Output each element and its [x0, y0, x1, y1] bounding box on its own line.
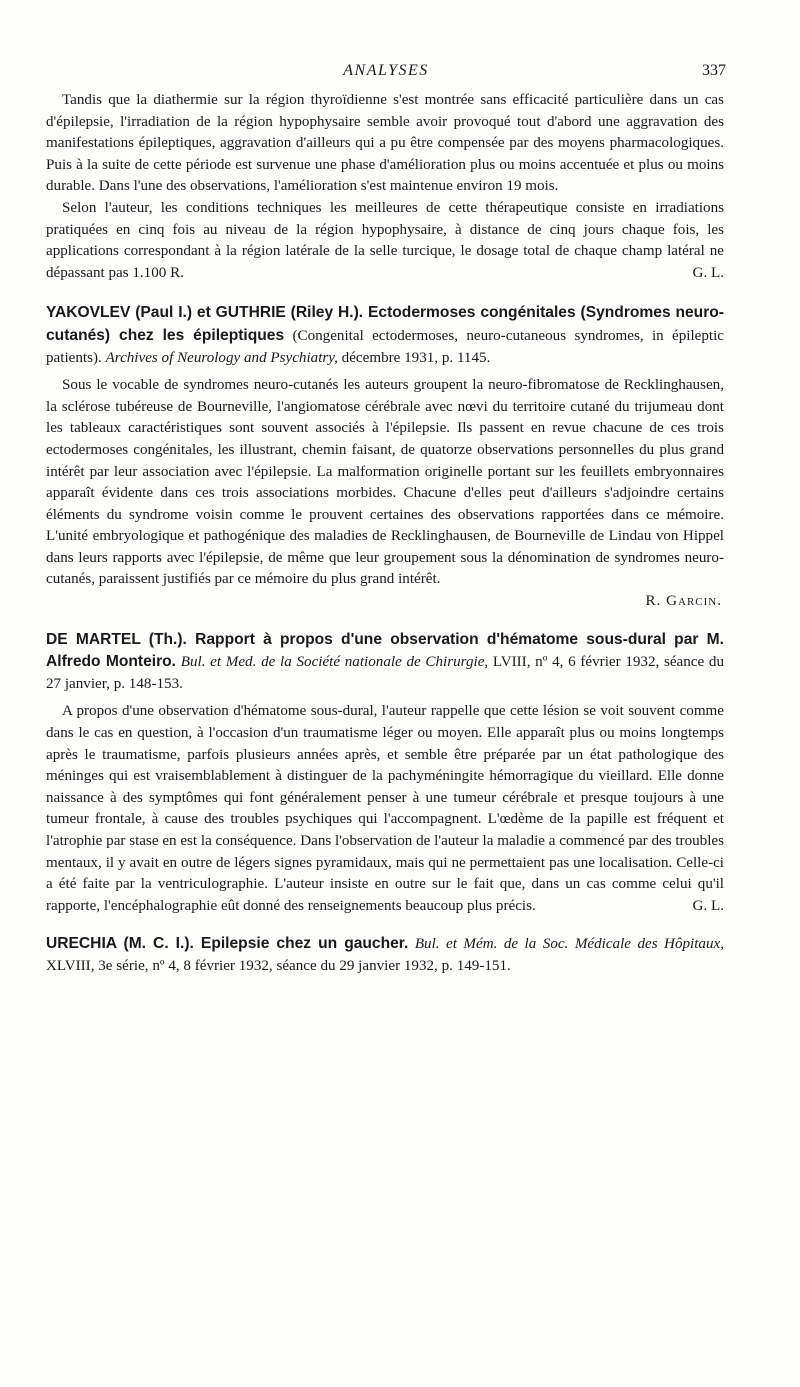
entry-citation: XLVIII, 3e série, nº 4, 8 février 1932, séance du 29 janvier 1932, p. 149-151.	[46, 957, 511, 974]
running-head	[46, 62, 726, 84]
entry-heading	[46, 302, 724, 369]
entry-body	[46, 701, 724, 917]
entry-citation: décembre 1931, p. 1145.	[337, 349, 491, 366]
entry-signature: R. Garcin.	[645, 593, 722, 610]
entry-citation: LVIII, nº 4, 6 février 1932, séance du 27 janvier, p. 148-153.	[46, 654, 725, 692]
intro-paragraph-2-text: Selon l'auteur, les conditions techniques les meilleures de cette thérapeutique consiste en irradiations pratiquées en cinq fois au niveau de la région hypophysaire, à distance de cinq jours chaque fois, les applications correspondant à la région latérale de la selle turcique, le dosage total de chaque champ latéral ne dépassant pas 1.100 R.	[46, 199, 724, 281]
entry-body: Sous le vocable de syndromes neuro-cutanés les auteurs groupent la neuro-fibromatose de Recklinghausen, la sclérose tubéreuse de Bourneville, l'angiomatose cérébrale avec nœvi du territoire cutané du trijumeau dont les tableaux caractéristiques sont souvent associés à l'épilepsie. Ils passent en revue chacune de ces trois ectodermoses congénitales, les illustrant, chemin faisant, de quatorze observations personnelles du plus grand intérêt par leur association avec l'épilepsie. La malformation originelle portant sur les feuillets embryonnaires apparaît évidente dans ces trois associations morbides. Chacune d'elles peut d'ailleurs s'adjoindre certains éléments du syndrome voisin comme le prouvent certaines des observations rapportées dans ce mémoire. L'unité embryologique et pathogénique des maladies de Recklinghausen, de Bourneville de Lindau von Hippel dans leurs rapports avec l'épilepsie, de même que leur groupement sous la dénomination de syndromes neuro-cutanés, paraissent justifiés par ce mémoire du plus grand intérêt.	[46, 377, 724, 588]
entry-coauthor-initials: (Riley H.).	[285, 304, 368, 322]
entry-journal: Bul. et Mém. de la Soc. Médicale des Hôpitaux,	[408, 936, 724, 953]
entry-author: URECHIA	[46, 935, 117, 953]
entry-journal: Archives of Neurology and Psychiatry,	[105, 349, 338, 366]
entry-author: DE MARTEL	[46, 630, 141, 648]
entry-author: YAKOVLEV	[46, 304, 131, 322]
page-number: 337	[702, 62, 726, 79]
entry-coauthor: GUTHRIE	[215, 304, 286, 322]
abstract-entry	[46, 302, 724, 612]
entry-signature: G. L.	[692, 897, 724, 914]
entry-heading	[46, 629, 724, 696]
entry-author-initials: (Th.).	[140, 630, 196, 648]
entry-author-initials: (M. C. I.).	[116, 935, 201, 953]
entry-title: Ectodermoses congénitales (Syndromes neuro-cutanés) chez les épileptiques	[46, 304, 724, 344]
intro-signature: G. L.	[692, 264, 724, 281]
entry-heading	[46, 933, 724, 977]
running-head-title: ANALYSES	[343, 62, 429, 79]
entry-title: Rapport à propos d'une observation d'hématome sous-dural par M. Alfredo Monteiro.	[46, 630, 724, 671]
intro-paragraph-2	[46, 198, 724, 284]
entry-journal: Bul. et Med. de la Société nationale de Chirurgie,	[180, 654, 489, 671]
entry-translation: (Congenital ectodermoses, neuro-cutaneous syndromes, in épileptic patients).	[46, 327, 724, 366]
entry-author-initials: (Paul I.) et	[130, 304, 216, 322]
abstract-entry	[46, 933, 724, 977]
abstract-entry	[46, 629, 724, 918]
page-content	[46, 90, 724, 984]
entry-title: Epilepsie chez un gaucher.	[200, 935, 409, 953]
intro-paragraph-1: Tandis que la diathermie sur la région thyroïdienne s'est montrée sans efficacité particulière dans un cas d'épilepsie, l'irradiation de la région hypophysaire semble avoir provoqué tout d'abord une aggravation des manifestations épileptiques, aggravation d'ailleurs qui a pu être compensée par des moyens pharmacologiques. Puis à la suite de cette période est survenue une phase d'amélioration plus ou moins accentuée et plus ou moins durable. Dans l'une des observations, l'amélioration s'est maintenue environ 19 mois.	[46, 92, 724, 195]
entry-body-text: A propos d'une observation d'hématome sous-dural, l'auteur rappelle que cette lésion se voit souvent comme dans le cas en question, à l'occasion d'un traumatisme léger ou moyen. Elle apparaît plus ou moins longtemps après le traumatisme, parfois plusieurs années après, et semble être préparée par un état pathologique des méninges qui est vraisemblablement à distinguer de la pachyméningite hémorragique du vieillard. Elle donne naissance à des symptômes qui font généralement penser à une tumeur cérébrale et presque toujours à une tumeur frontale, à cause des troubles psychiques qui l'accompagnent. L'œdème de la papille est fréquent et l'atrophie par stase en est la conséquence. Dans l'observation de l'auteur la maladie a commencé par des troubles mentaux, il y avait en outre de légers signes pyramidaux, mais qui ne permettaient pas une localisation. Celle-ci a été faite par la ventriculographie. L'auteur insiste en outre sur le fait que, dans un cas comme celui qu'il rapporte, l'encéphalographie eût donné des renseignements beaucoup plus précis.	[46, 703, 724, 914]
